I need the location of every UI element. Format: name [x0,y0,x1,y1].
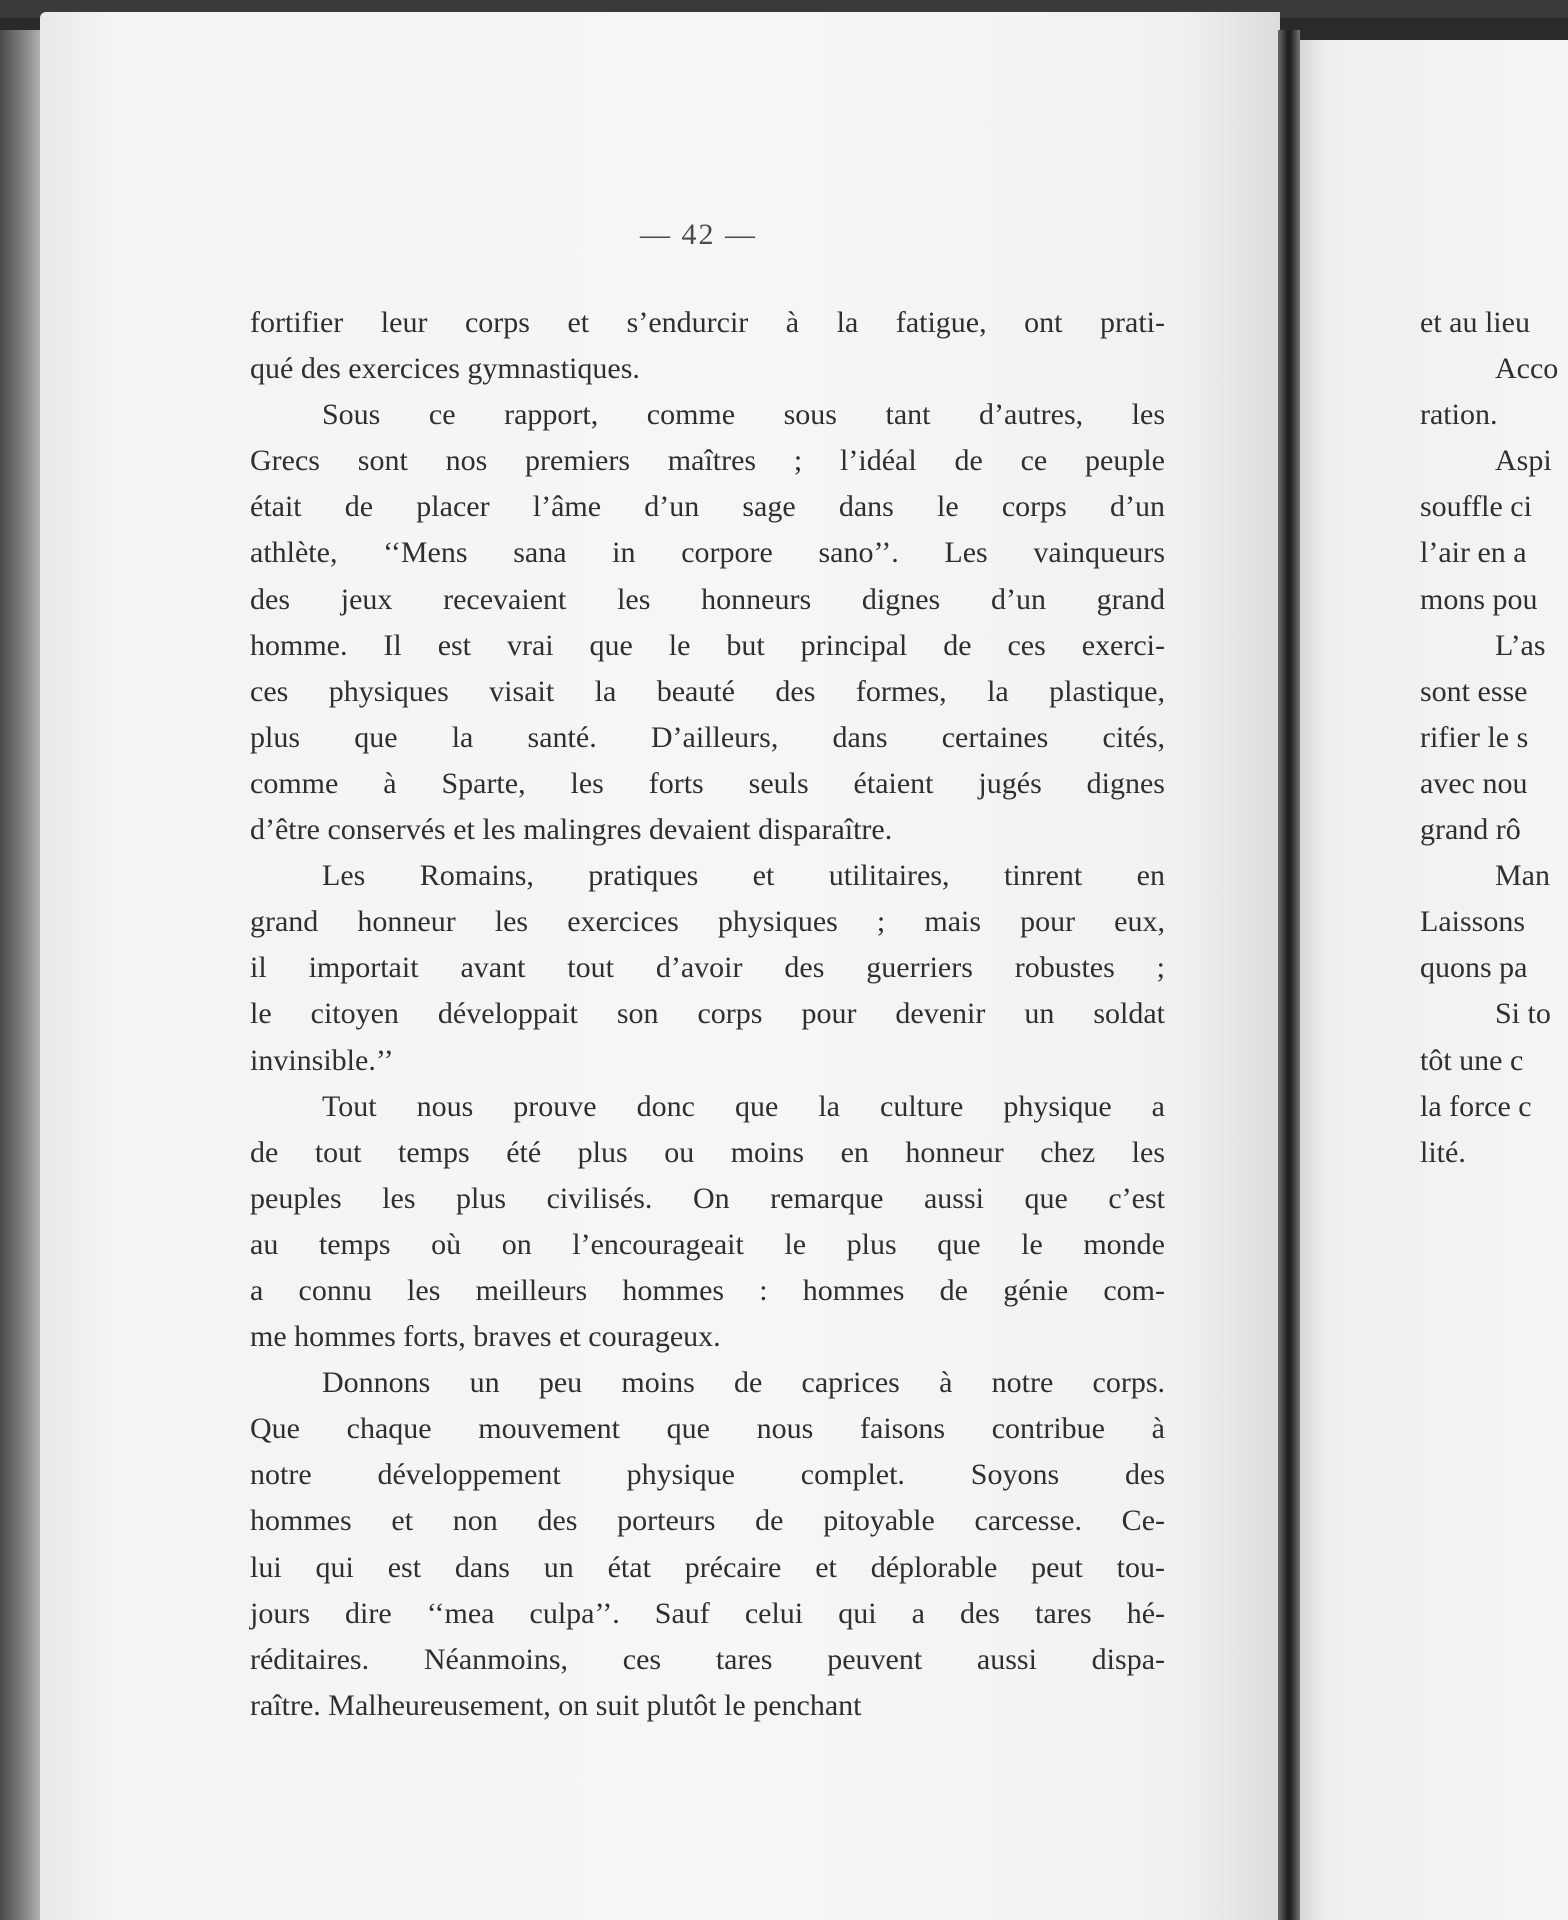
text-line: des jeux recevaient les honneurs dignes d’un grand [250,582,1165,616]
text-line: Si to [1495,997,1551,1031]
text-line: raître. Malheureusement, on suit plutôt le penchant [250,1688,862,1722]
text-line: et au lieu [1420,306,1530,339]
text-line: qué des exercices gymnastiques. [250,352,640,386]
text-line: mons pou [1420,582,1538,616]
text-line: souffle ci [1420,490,1532,524]
text-line: d’être conservés et les malingres devaient disparaître. [250,813,893,847]
text-line: Que chaque mouvement que nous faisons contribue à [250,1412,1165,1446]
text-line: le citoyen développait son corps pour devenir un soldat [250,997,1165,1031]
text-line: lité. [1420,1135,1466,1169]
text-line: Laissons [1420,905,1525,939]
text-line: était de placer l’âme d’un sage dans le corps d’un [250,490,1165,524]
text-line: au temps où on l’encourageait le plus que le monde [250,1227,1165,1261]
text-line: rifier le s [1420,720,1529,754]
text-line: grand honneur les exercices physiques ; mais pour eux, [250,905,1165,939]
text-line: Acco [1495,352,1559,386]
text-line: a connu les meilleurs hommes : hommes de génie com- [250,1273,1165,1307]
text-line: réditaires. Néanmoins, ces tares peuvent aussi dispa- [250,1642,1165,1676]
text-line: plus que la santé. D’ailleurs, dans certaines cités, [250,720,1165,754]
text-line: ration. [1420,398,1498,432]
text-line: il importait avant tout d’avoir des guerriers robustes ; [250,951,1165,985]
text-line: fortifier leur corps et s’endurcir à la fatigue, ont prati- [250,306,1165,339]
book-left-edge [0,30,44,1920]
text-line: invinsible.’’ [250,1043,394,1077]
text-line: sont esse [1420,674,1528,708]
text-line: notre développement physique complet. Soyons des [250,1458,1165,1492]
right-page-text-cropped [1420,300,1568,1176]
left-page-text [250,300,1165,1729]
text-line: Les Romains, pratiques et utilitaires, tinrent en [322,859,1165,893]
text-line: lui qui est dans un état précaire et déplorable peut tou- [250,1550,1165,1584]
text-line: Donnons un peu moins de caprices à notre corps. [322,1366,1165,1400]
page-number: — 42 — [640,218,757,251]
text-line: jours dire ‘‘mea culpa’’. Sauf celui qui a des tares hé- [250,1596,1165,1630]
text-line: Aspi [1495,444,1552,478]
text-line: avec nou [1420,766,1528,800]
text-line: l’air en a [1420,536,1527,570]
text-line: peuples les plus civilisés. On remarque aussi que c’est [250,1181,1165,1215]
text-line: comme à Sparte, les forts seuls étaient jugés dignes [250,766,1165,800]
text-line: Man [1495,859,1550,893]
text-line: athlète, ‘‘Mens sana in corpore sano’’. Les vainqueurs [250,536,1165,570]
text-line: Grecs sont nos premiers maîtres ; l’idéal de ce peuple [250,444,1165,478]
text-line: Tout nous prouve donc que la culture physique a [322,1089,1165,1123]
text-line: quons pa [1420,951,1528,985]
text-line: hommes et non des porteurs de pitoyable carcesse. Ce- [250,1504,1165,1538]
text-line: de tout temps été plus ou moins en honneur chez les [250,1135,1165,1169]
text-line: grand rô [1420,813,1521,847]
text-line: Sous ce rapport, comme sous tant d’autres, les [322,398,1165,432]
text-line: ces physiques visait la beauté des formes, la plastique, [250,674,1165,708]
book-gutter [1278,30,1300,1920]
text-line: la force c [1420,1089,1532,1123]
text-line: homme. Il est vrai que le but principal de ces exerci- [250,628,1165,662]
text-line: tôt une c [1420,1043,1524,1077]
text-line: L’as [1495,628,1546,662]
text-line: me hommes forts, braves et courageux. [250,1320,721,1354]
